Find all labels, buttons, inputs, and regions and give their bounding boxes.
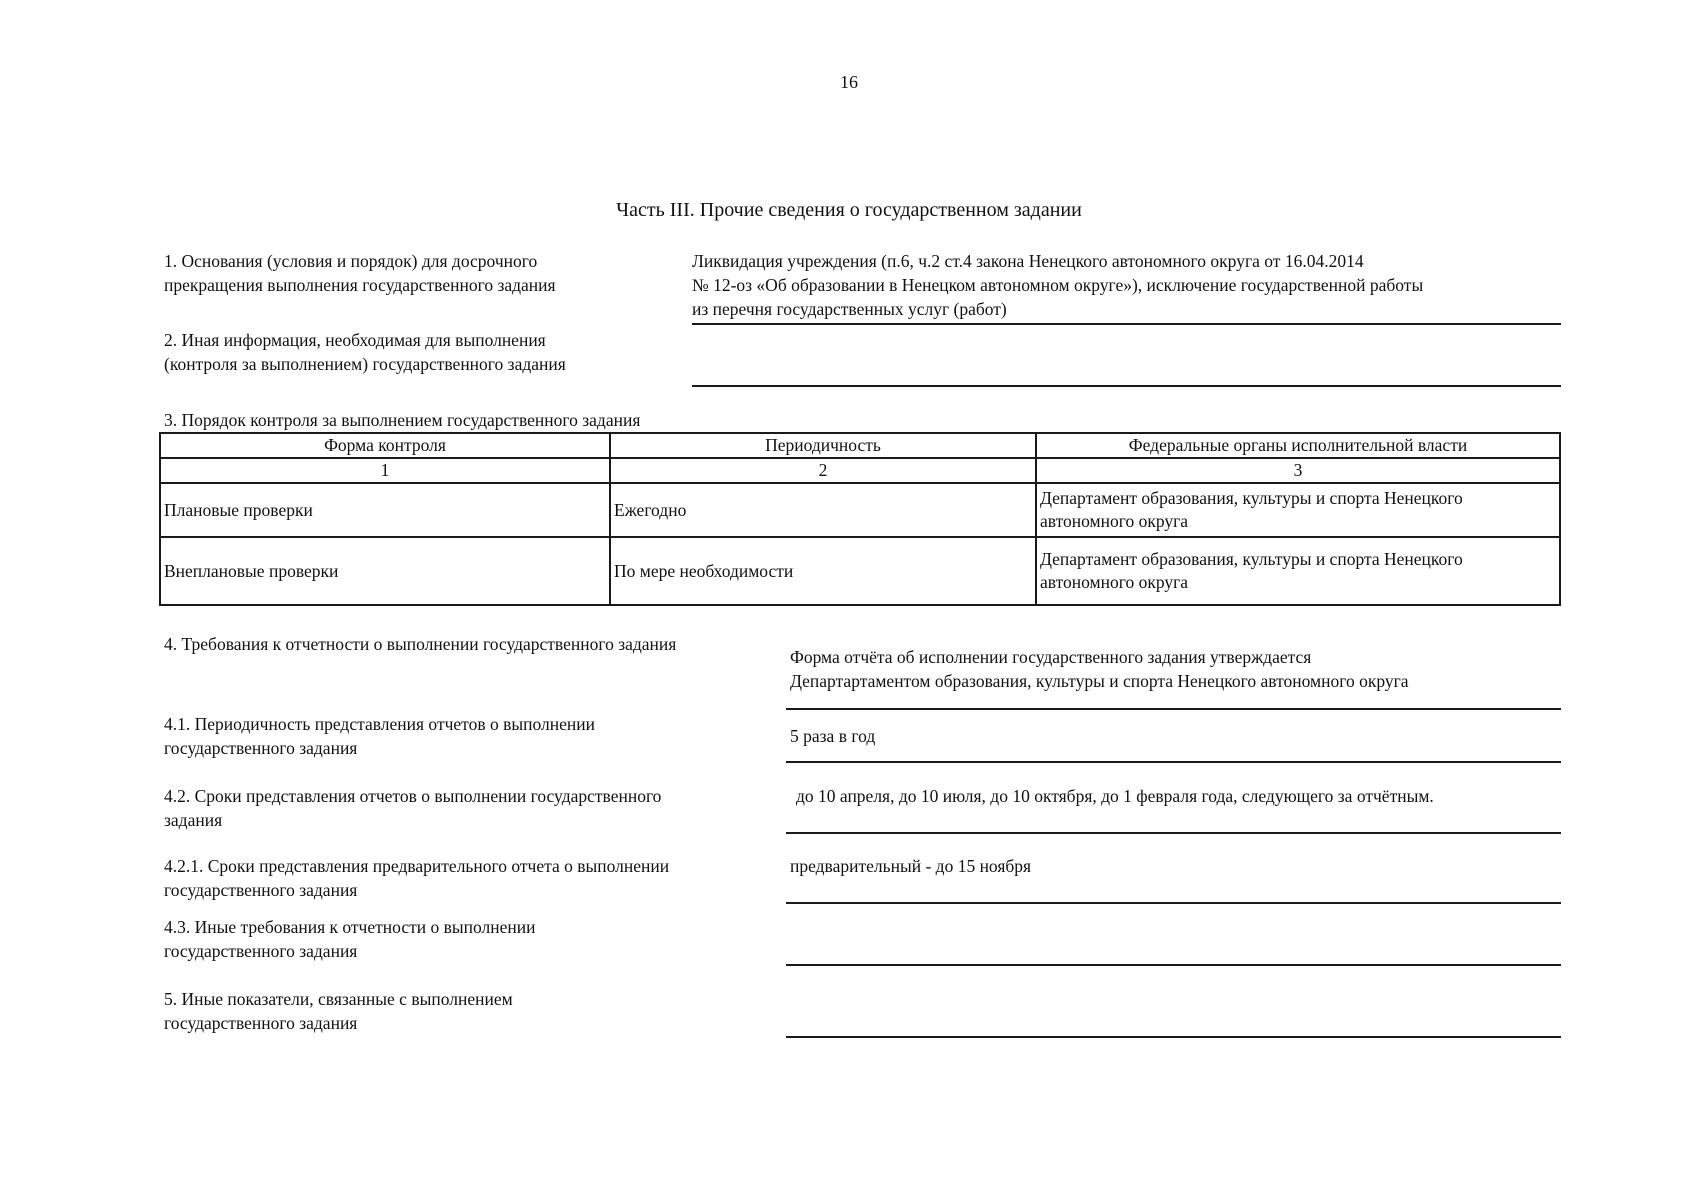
column-number: 3: [1036, 458, 1560, 483]
item1-value: [692, 249, 1423, 321]
item2-underline: [692, 385, 1561, 387]
control-table-header-row: [160, 433, 1560, 458]
item5-label: [164, 987, 513, 1035]
item4-2-label-line2: задания: [164, 810, 223, 830]
item4-2-value: до 10 апреля, до 10 июля, до 10 октября, до 1 февраля года, следующего за отчётным.: [796, 786, 1434, 806]
item4-1-underline: [786, 761, 1561, 763]
table-cell-form: Внеплановые проверки: [160, 537, 610, 605]
item5-underline: [786, 1036, 1561, 1038]
item4-2-1-label-line1: 4.2.1. Сроки представления предварительного отчета о выполнении: [164, 856, 670, 876]
item4-2-1-label: [164, 854, 669, 902]
item4-1-value: 5 раза в год: [790, 726, 876, 746]
item5-label-line2: государственного задания: [164, 1013, 358, 1033]
table-cell-form: Плановые проверки: [160, 483, 610, 537]
item4-1-label-line2: государственного задания: [164, 738, 358, 758]
item1-label-line2: прекращения выполнения государственного задания: [164, 275, 556, 295]
item1-value-line2: № 12-оз «Об образовании в Ненецком автономном округе»), исключение государственной работы: [692, 275, 1424, 295]
item1-label: [164, 249, 556, 297]
item2-label: [164, 328, 566, 376]
item4-2-1-label-line2: государственного задания: [164, 880, 358, 900]
item5-label-line1: 5. Иные показатели, связанные с выполнением: [164, 989, 513, 1009]
table-cell-authority: Департамент образования, культуры и спорта Ненецкого автономного округа: [1036, 537, 1560, 605]
item1-underline: [692, 323, 1561, 325]
table-cell-periodicity: Ежегодно: [610, 483, 1036, 537]
item4-label: 4. Требования к отчетности о выполнении государственного задания: [164, 634, 677, 654]
item1-value-line1: Ликвидация учреждения (п.6, ч.2 ст.4 закона Ненецкого автономного округа от 16.04.2014: [692, 251, 1364, 271]
header-periodicity: Периодичность: [610, 433, 1036, 458]
item4-2-label: [164, 784, 661, 832]
column-number: 1: [160, 458, 610, 483]
item4-underline: [786, 708, 1561, 710]
table-row: [160, 537, 1560, 605]
item4-value-line1: Форма отчёта об исполнении государственного задания утверждается: [790, 647, 1312, 667]
column-number: 2: [610, 458, 1036, 483]
item4-value: [790, 645, 1409, 693]
item4-1-label: [164, 712, 595, 760]
item4-2-1-value: предварительный - до 15 ноября: [790, 856, 1032, 876]
item4-value-line2: Департартаментом образования, культуры и спорта Ненецкого автономного округа: [790, 671, 1409, 691]
item2-label-line1: 2. Иная информация, необходимая для выполнения: [164, 330, 546, 350]
item4-3-label-line2: государственного задания: [164, 941, 358, 961]
table-cell-authority: Департамент образования, культуры и спорта Ненецкого автономного округа: [1036, 483, 1560, 537]
item4-2-1-underline: [786, 902, 1561, 904]
section-title: Часть III. Прочие сведения о государственном задании: [616, 199, 1082, 221]
control-table: [159, 432, 1561, 606]
item2-label-line2: (контроля за выполнением) государственного задания: [164, 354, 566, 374]
page-number: 16: [840, 72, 858, 92]
item4-3-label-line1: 4.3. Иные требования к отчетности о выполнении: [164, 917, 536, 937]
table-row: [160, 483, 1560, 537]
table-cell-periodicity: По мере необходимости: [610, 537, 1036, 605]
item4-3-underline: [786, 964, 1561, 966]
item4-2-underline: [786, 832, 1561, 834]
control-table-number-row: [160, 458, 1560, 483]
item4-2-label-line1: 4.2. Сроки представления отчетов о выполнении государственного: [164, 786, 662, 806]
item4-3-label: [164, 915, 535, 963]
header-authorities: Федеральные органы исполнительной власти: [1036, 433, 1560, 458]
item1-value-line3: из перечня государственных услуг (работ): [692, 299, 1007, 319]
item4-1-label-line1: 4.1. Периодичность представления отчетов о выполнении: [164, 714, 595, 734]
item3-label: 3. Порядок контроля за выполнением государственного задания: [164, 410, 641, 430]
header-form-of-control: Форма контроля: [160, 433, 610, 458]
item1-label-line1: 1. Основания (условия и порядок) для досрочного: [164, 251, 538, 271]
